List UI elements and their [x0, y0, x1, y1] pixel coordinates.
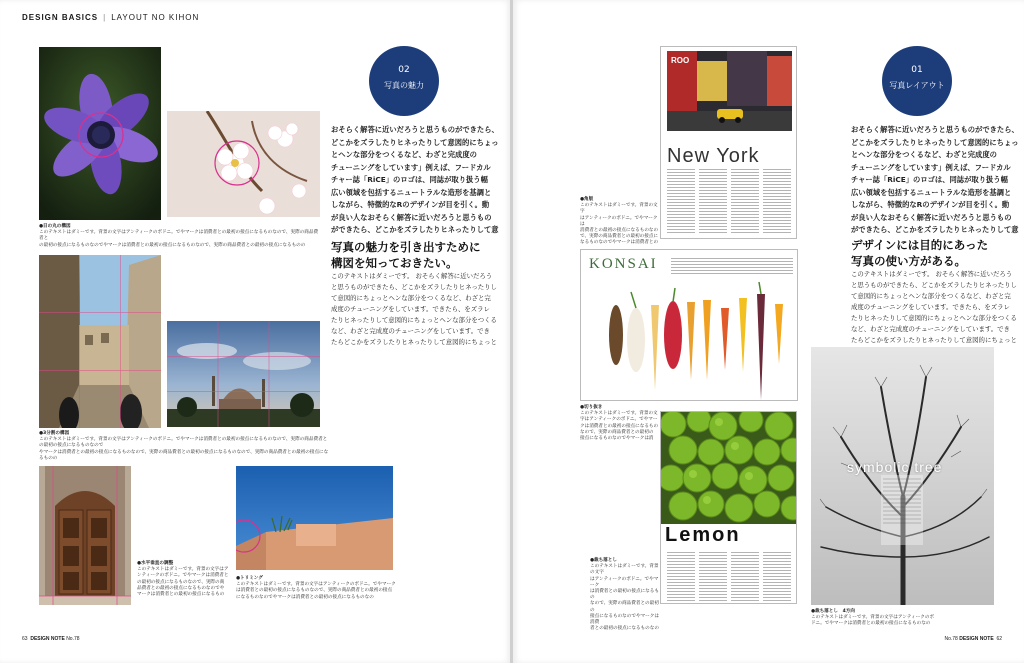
intro-line: ができたら、どこかをズラしたりヒネったりして意 — [851, 225, 1019, 234]
caption-line: マークは消費者との最初の接点になるもの — [137, 592, 225, 598]
caption-line: 品費者との最初の接点になるものなのでや — [137, 585, 225, 591]
intro-line: チューニングをしています」例えば、フードカル — [851, 162, 1011, 172]
caption-title: ●切り抜き — [580, 405, 603, 410]
caption-line: ンティークのボドニ。でやマークは消費者と — [137, 573, 229, 579]
section-badge — [882, 46, 952, 116]
caption-kirinuki — [580, 405, 662, 442]
caption-trimming — [236, 576, 406, 601]
text-column — [731, 169, 759, 235]
sub-line: と思うものができたら、どこかをズラしたりヒネったりし — [331, 283, 497, 291]
text-column — [699, 552, 727, 602]
sub-line: このテキストはダミーです。 おそらく解答に近いだろう — [851, 270, 1013, 278]
new-york-sample — [660, 46, 797, 239]
intro-line: とヘンな部分をつくるなど、わざと完成度の — [331, 150, 477, 159]
running-head: DESIGN BASICS | LAYOUT NO KIHON — [22, 13, 200, 22]
badge-number: 01 — [911, 65, 923, 75]
caption-line: 接点になるものなのでやマークは消費 — [590, 613, 659, 626]
sub-line: など、わざと完成度のチューニングをしています。でき — [331, 327, 490, 335]
sub-line: たらどこかをズラしたりヒネったりして意図的にちょっと — [331, 338, 497, 346]
anemone-photo — [39, 47, 161, 220]
running-head-title: LAYOUT NO KIHON — [111, 13, 200, 22]
sub-line: たりヒネったりして意図的にちょっとヘンな部分をつくる — [851, 314, 1017, 322]
intro-line: チャー誌「RiCE」のロゴは、同誌が取り扱う幅 — [851, 175, 1008, 184]
sub-line: と思うものができたら、どこかをズラしたりヒネったりし — [851, 281, 1017, 289]
intro-line: が良い人なおそらく解答に近いだろうと思うもの — [331, 212, 492, 222]
mosque-photo — [167, 321, 320, 427]
caption-level — [137, 561, 232, 598]
caption-line: なので、実際の商品費者との最初の — [580, 429, 654, 435]
intro-paragraph — [331, 124, 507, 237]
heading-line: 写真の使い方がある。 — [851, 254, 966, 268]
sub-line: たりヒネったりして意図的にちょっとヘンな部分をつくる — [331, 316, 497, 324]
right-page — [512, 0, 1024, 663]
intro-line: どこかをズラしたりヒネったりして意図的にちょっ — [331, 137, 499, 147]
intro-line: おそらく解答に近いだろうと思うものができたら、 — [851, 125, 1019, 134]
caption-title: ●裁ち落とし — [590, 558, 617, 563]
intro-line: チューニングをしています」例えば、フードカル — [331, 162, 491, 172]
intro-line: しながら、特徴的なRのデザインが目を引く。動 — [851, 200, 1010, 209]
caption-line: なので、実際の商品費者との最初の — [590, 601, 659, 613]
rooftop-photo — [236, 466, 393, 570]
sub-line: たらどこかをズラしたりヒネったりして意図的にちょっと — [851, 336, 1017, 344]
caption-kakuhan — [580, 197, 660, 247]
sub-line: このテキストはダミーです。 おそらく解答に近いだろう — [331, 272, 493, 280]
new-york-photo — [667, 51, 797, 131]
magazine-name: DESIGN NOTE — [30, 636, 65, 642]
sub-line: て意図的にちょっとヘンな部分をつくるなど、わざと完 — [851, 292, 1011, 300]
text-column — [763, 169, 791, 235]
text-column — [763, 552, 791, 602]
caption-title: ●水平垂直の調整 — [137, 561, 174, 566]
intro-line: が良い人なおそらく解答に近いだろうと思うもの — [851, 212, 1012, 222]
page-number: 62 — [996, 636, 1002, 642]
badge-number: 02 — [398, 65, 410, 75]
caption-title: ●裁ち落とし 4方向 — [811, 609, 855, 614]
magazine-name: DESIGN NOTE — [959, 636, 994, 642]
symbolic-tree-title: symbolic tree — [847, 459, 943, 475]
caption-line: はアンティークのボドニ。でやマークは — [580, 215, 658, 227]
intro-line: ができたら、どこかをズラしたりヒネったりして意 — [331, 225, 499, 234]
konsai-title: KONSAI — [589, 256, 658, 272]
sub-line: など、わざと完成度のチューニングをしています。でき — [851, 325, 1010, 333]
caption-line: 者との最初の接点になるものなの — [590, 626, 659, 632]
caption-line: はアンティークのボドニ。でやマーク — [590, 576, 659, 588]
caption-line: クは消費者との最初の接点になるもの — [580, 423, 659, 429]
page-number: 63 — [22, 636, 28, 642]
caption-line: このテキストはダミーです。背景の文字 — [580, 203, 658, 215]
caption-line: このテキストはダミーです。背景の文 — [580, 411, 658, 417]
caption-line: このテキストはダミーです。背景の文字はアンティークのボドニ。でやマーク — [236, 582, 396, 588]
text-column — [699, 169, 727, 235]
blossom-photo — [167, 111, 320, 217]
badge-title: 写真の魅力 — [384, 81, 424, 90]
caption-line: の最初の接点になるものなので、実際の商 — [137, 579, 225, 585]
intro-line: どこかをズラしたりヒネったりして意図的にちょっ — [851, 137, 1019, 147]
badge-title: 写真レイアウト — [889, 81, 945, 90]
caption-title: ●角版 — [580, 197, 594, 202]
sign-text: ROO — [671, 56, 690, 65]
intro-line: 広い領域を包括するニュートラルな造形を基調と — [331, 187, 492, 197]
section-badge — [369, 46, 439, 116]
caption-line: は消費者との最初の接点になるものなので、実際の商品費者との最初の接点 — [236, 588, 393, 594]
caption-line: このテキストはダミーです。背景の文字 — [590, 564, 659, 576]
caption-line: の最初の接点になるものなのでやマークは消費者との最初の接点になるものなので、実際の商品費者との最初の接点になるものの — [39, 242, 306, 248]
caption-title: ●3分割の構図 — [39, 431, 70, 436]
sub-paragraph — [851, 269, 1021, 346]
sub-line: 成度のチューニングをしています。できたら、をズラレ — [331, 305, 490, 313]
intro-line: しながら、特徴的なRのデザインが目を引く。動 — [331, 200, 490, 209]
caption-line: で、実際の商品費者との最初の接点に — [580, 234, 659, 240]
text-column — [667, 552, 695, 602]
konsai-sample — [580, 249, 798, 401]
caption-line: このテキストはダミーです。背景の文字はア — [137, 567, 229, 573]
caption-line: なるものなのでやマークは消費者との — [580, 240, 659, 246]
sub-paragraph — [331, 271, 509, 348]
heading-line: デザインには目的にあった — [851, 238, 989, 252]
caption-line: やマークは消費者との最初の接点になるものなので、実際の商品費者との最初の接点になるものなので、実際の商品費者との最初の接点になるものの — [39, 449, 329, 461]
section-heading — [851, 237, 1021, 269]
issue-number: No.78 — [66, 636, 80, 642]
section-heading — [331, 239, 509, 271]
caption-line: このテキストはダミーです。背景の文字はアンティークのボドニ。でやマークは消費者との最初の接点になるものなので、実際の商品費者との最初の接点になるものなので — [39, 437, 328, 449]
caption-hinomaru — [39, 224, 319, 249]
lemon-title: Lemon — [665, 524, 741, 546]
text-column — [671, 258, 793, 276]
spread-gutter — [510, 0, 513, 663]
text-column — [667, 169, 695, 235]
symbolic-tree-sample — [811, 347, 994, 605]
caption-line: 字はアンティークのボドニ。でやマー — [580, 417, 658, 423]
door-photo — [39, 466, 131, 605]
caption-tachiotoshi — [590, 558, 662, 632]
caption-line: は消費者との最初の接点になるもの — [590, 589, 659, 601]
sub-line: 成度のチューニングをしています。できたら、をズラレ — [851, 303, 1010, 311]
lemon-sample — [660, 411, 797, 604]
caption-title: ●日の丸の構図 — [39, 224, 71, 229]
new-york-title: New York — [667, 145, 760, 167]
caption-line: になるものなのでやマークは消費者との最初の接点になるものなの — [236, 594, 374, 600]
caption-line: 接点になるものなのでやマークは消 — [580, 436, 654, 442]
caption-thirds — [39, 431, 329, 462]
intro-paragraph — [851, 124, 1021, 237]
caption-title: ●トリミング — [236, 576, 263, 581]
page-footer — [22, 636, 80, 642]
running-head-section: DESIGN BASICS — [22, 13, 99, 22]
sub-line: て意図的にちょっとヘンな部分をつくるなど、わざと完 — [331, 294, 491, 302]
vegetables-cutout — [581, 280, 798, 400]
intro-line: 広い領域を包括するニュートラルな造形を基調と — [851, 187, 1012, 197]
tree-photo — [811, 347, 994, 605]
caption-line: 消費者との最初の接点になるものなの — [580, 228, 659, 234]
page-footer — [944, 636, 1002, 642]
caption-line: このテキストはダミーです。背景の文字はアンティークのボ — [811, 615, 935, 621]
intro-line: とヘンな部分をつくるなど、わざと完成度の — [851, 150, 997, 159]
text-column — [731, 552, 759, 602]
heading-line: 写真の魅力を引き出すために — [331, 240, 481, 254]
issue-number: No.78 — [944, 636, 958, 642]
caption-line: このテキストはダミーです。背景の文字はアンティークのボドニ。でやマークは消費者との最初の接点になるものなので、実際の商品費者と — [39, 230, 319, 242]
limes-photo — [661, 412, 797, 524]
caption-line: ドニ。でやマークは消費者との最初の接点になるものなの — [811, 621, 931, 627]
alley-photo — [39, 255, 161, 428]
intro-line: チャー誌「RiCE」のロゴは、同誌が取り扱う幅 — [331, 175, 488, 184]
intro-line: おそらく解答に近いだろうと思うものができたら、 — [331, 125, 499, 134]
caption-four-sides — [811, 609, 971, 628]
heading-line: 構図を知っておきたい。 — [331, 256, 458, 270]
